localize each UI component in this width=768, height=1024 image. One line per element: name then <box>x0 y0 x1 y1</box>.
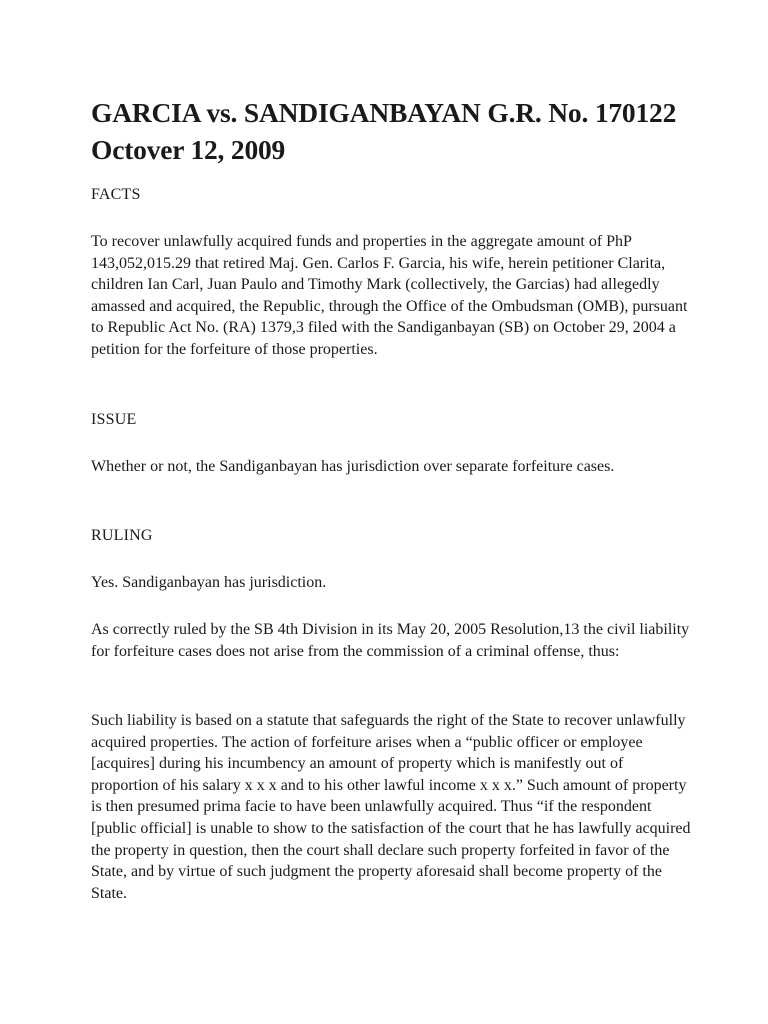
ruling-paragraph-1: As correctly ruled by the SB 4th Division in its May 20, 2005 Resolution,13 the civil liability for forfeiture cases does not arise from the commission of a criminal offense, thus: <box>91 621 690 660</box>
issue-heading: ISSUE <box>91 411 137 428</box>
page-title: GARCIA vs. SANDIGANBAYAN G.R. No. 170122 Octover 12, 2009 <box>91 97 677 165</box>
ruling-answer: Yes. Sandiganbayan has jurisdiction. <box>91 574 327 591</box>
issue-paragraph: Whether or not, the Sandiganbayan has jurisdiction over separate forfeiture cases. <box>91 458 615 475</box>
facts-paragraph: To recover unlawfully acquired funds and properties in the aggregate amount of PhP 143,052,015.29 that retired Maj. Gen. Carlos F. Garcia, his wife, herein petitioner Clarita, children Ian Carl, Juan Paulo and Timothy Mark (collectively, the Garcias) had allegedly amassed and acquired, the Republic, through the Office of the Ombudsman (OMB), pursuant to Republic Act No. (RA) 1379,3 filed with the Sandiganbayan (SB) on October 29, 2004 a petition for the forfeiture of those properties. <box>91 233 688 358</box>
facts-heading: FACTS <box>91 186 141 203</box>
ruling-heading: RULING <box>91 527 153 544</box>
ruling-paragraph-2: Such liability is based on a statute that safeguards the right of the State to recover unlawfully acquired properties. The action of forfeiture arises when a “public officer or employee [acquires] during his incumbency an amount of property which is manifestly out of proportion of his salary x x x and to his other lawful income x x x.” Such amount of property is then presumed prima facie to have been unlawfully acquired. Thus “if the respondent [public official] is unable to show to the satisfaction of the court that he has lawfully acquired the property in question, then the court shall declare such property forfeited in favor of the State, and by virtue of such judgment the property aforesaid shall become property of the State. <box>91 712 691 902</box>
